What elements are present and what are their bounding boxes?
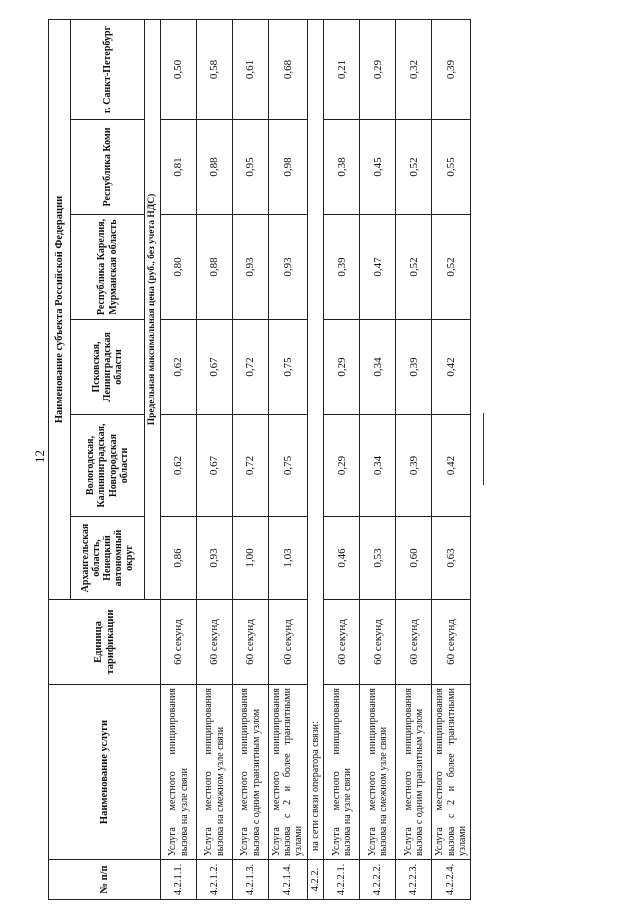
- tariff-unit: 60 секунд: [161, 600, 197, 685]
- price-cell: 0,39: [396, 320, 432, 415]
- price-cell: 0,47: [360, 215, 396, 320]
- row-number: 4.2.1.3.: [233, 860, 269, 900]
- header-region: Архангельская область, Ненецкий автономный округ: [71, 517, 145, 600]
- price-cell: 0,52: [432, 215, 471, 320]
- table-row: [324, 19, 360, 899]
- section-row: [307, 19, 324, 899]
- table-row: [197, 19, 233, 899]
- price-cell: 0,88: [197, 215, 233, 320]
- price-cell: 0,21: [324, 19, 360, 119]
- price-cell: 0,68: [269, 19, 308, 119]
- price-cell: 1,03: [269, 517, 308, 600]
- price-cell: 0,93: [269, 215, 308, 320]
- price-cell: 0,50: [161, 19, 197, 119]
- price-cell: 0,58: [197, 19, 233, 119]
- service-name: Услуга местного инициирования вызова с одним транзитным узлом: [233, 685, 269, 860]
- tariff-unit: 60 секунд: [269, 600, 308, 685]
- price-cell: 0,93: [197, 517, 233, 600]
- price-cell: 0,39: [396, 415, 432, 517]
- table-body: [161, 19, 471, 899]
- price-cell: 0,46: [324, 517, 360, 600]
- header-price-subheader: Предельная максимальная цена (руб., без учета НДС): [145, 19, 161, 599]
- price-cell: 0,34: [360, 320, 396, 415]
- header-region-group: Наименование субъекта Российской Федерации: [49, 19, 71, 599]
- price-cell: 0,38: [324, 120, 360, 215]
- price-cell: 0,39: [432, 19, 471, 119]
- price-cell: 0,75: [269, 415, 308, 517]
- price-cell: 0,53: [360, 517, 396, 600]
- table-row: [269, 19, 308, 899]
- row-number: 4.2.2.1.: [324, 860, 360, 900]
- tariff-unit: 60 секунд: [360, 600, 396, 685]
- price-cell: 0,67: [197, 320, 233, 415]
- table-row: [360, 19, 396, 899]
- header-service: Наименование услуги: [49, 685, 161, 860]
- header-num: № п/п: [49, 860, 161, 900]
- header-region: Псковская, Ленинградская области: [71, 320, 145, 415]
- service-name: Услуга местного инициирования вызова на узле связи: [324, 685, 360, 860]
- price-cell: 0,52: [396, 215, 432, 320]
- price-cell: 0,72: [233, 415, 269, 517]
- service-name: Услуга местного инициирования вызова на смежном узле связи: [360, 685, 396, 860]
- price-cell: 0,45: [360, 120, 396, 215]
- header-region: Республика Коми: [71, 120, 145, 215]
- table-row: [432, 19, 471, 899]
- price-cell: 0,55: [432, 120, 471, 215]
- tariff-unit: 60 секунд: [324, 600, 360, 685]
- price-cell: 0,42: [432, 320, 471, 415]
- tariff-unit: 60 секунд: [197, 600, 233, 685]
- row-number: 4.2.1.4.: [269, 860, 308, 900]
- page-number: 12: [32, 450, 47, 463]
- price-cell: 0,29: [360, 19, 396, 119]
- section-label: на сети связи оператора связи:: [307, 19, 324, 859]
- table-row: [161, 19, 197, 899]
- tariff-unit: 60 секунд: [233, 600, 269, 685]
- row-number: 4.2.2.2.: [360, 860, 396, 900]
- price-cell: 0,88: [197, 120, 233, 215]
- row-number: 4.2.1.2.: [197, 860, 233, 900]
- service-name: Услуга местного инициирования вызова с одним транзитным узлом: [396, 685, 432, 860]
- row-number: 4.2.1.1.: [161, 860, 197, 900]
- row-number: 4.2.2.: [307, 860, 324, 900]
- price-cell: 0,60: [396, 517, 432, 600]
- price-cell: 0,80: [161, 215, 197, 320]
- price-cell: 0,67: [197, 415, 233, 517]
- service-name: Услуга местного инициирования вызова на смежном узле связи: [197, 685, 233, 860]
- price-cell: 0,61: [233, 19, 269, 119]
- price-cell: 0,63: [432, 517, 471, 600]
- row-number: 4.2.2.3.: [396, 860, 432, 900]
- header-region: Вологодская, Калининградская, Новгородская области: [71, 415, 145, 517]
- tariff-unit: 60 секунд: [432, 600, 471, 685]
- tariff-unit: 60 секунд: [396, 600, 432, 685]
- price-cell: 0,32: [396, 19, 432, 119]
- price-cell: 0,62: [161, 320, 197, 415]
- price-cell: 0,98: [269, 120, 308, 215]
- price-cell: 0,95: [233, 120, 269, 215]
- price-cell: 0,39: [324, 215, 360, 320]
- price-cell: 0,72: [233, 320, 269, 415]
- price-cell: 0,62: [161, 415, 197, 517]
- table-row: [233, 19, 269, 899]
- price-cell: 1,00: [233, 517, 269, 600]
- price-cell: 0,86: [161, 517, 197, 600]
- header-unit: Единица тарификации: [49, 600, 161, 685]
- price-cell: 0,81: [161, 120, 197, 215]
- price-cell: 0,29: [324, 415, 360, 517]
- header-region: Республика Карелия, Мурманская область: [71, 215, 145, 320]
- service-name: Услуга местного инициирования вызова с 2 и более транзитными узлами: [269, 685, 308, 860]
- service-name: Услуга местного инициирования вызова с 2 и более транзитными узлами: [432, 685, 471, 860]
- table-row: [396, 19, 432, 899]
- service-name: Услуга местного инициирования вызова на узле связи: [161, 685, 197, 860]
- price-cell: 0,34: [360, 415, 396, 517]
- price-cell: 0,75: [269, 320, 308, 415]
- header-region: г. Санкт-Петербург: [71, 19, 145, 119]
- divider-line: [483, 413, 484, 485]
- row-number: 4.2.2.4.: [432, 860, 471, 900]
- price-cell: 0,29: [324, 320, 360, 415]
- tariff-table: [48, 19, 471, 900]
- price-cell: 0,52: [396, 120, 432, 215]
- price-cell: 0,93: [233, 215, 269, 320]
- price-cell: 0,42: [432, 415, 471, 517]
